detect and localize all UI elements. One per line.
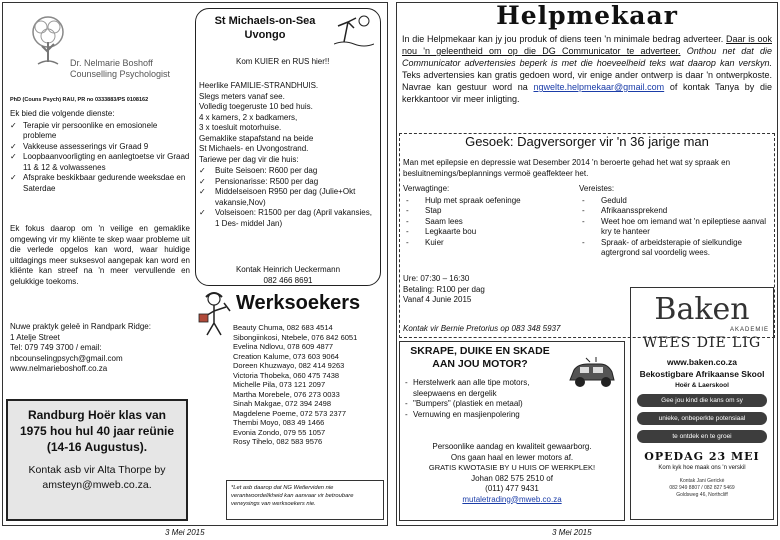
person-row: Thembi Moyo, 083 49 1466 (233, 418, 325, 427)
worker-icon (196, 291, 232, 337)
baken-sub: Kom kyk hoe maak ons 'n verskil (658, 465, 746, 471)
person-row: Sibongiinkosi, Ntebele, 076 842 6051 (233, 332, 358, 342)
werksoekers-list (233, 323, 387, 447)
need-item: - Stap (403, 206, 573, 217)
footer-date-right: 3 Mei 2015 (552, 528, 592, 537)
req-item: - Geduld (579, 196, 769, 207)
baken-contact-name: Kontak Jani Gerickė (679, 478, 725, 484)
uvongo-title-line2: Uvongo (244, 29, 286, 41)
person-row: Sinah Makgae, 072 394 2498 (233, 399, 331, 408)
skrape-line: Persoonlike aandag en kwaliteit gewaarborg. (432, 442, 592, 451)
intro-end: of kontak Tanya by die kerkkantoor vir meer inligting. (402, 82, 772, 104)
req-list (579, 196, 769, 259)
uvongo-title-line1: St Michaels-on-Sea (214, 15, 316, 27)
tariff-item: ✓ Volseisoen: R1500 per dag (April vakansies, 1 Des- middel Jan) (199, 208, 377, 229)
service-item: ✓ Loopbaanvoorligting en aanlegtoetse vir Graad 11 & 12 & volwassenes (10, 152, 190, 173)
tariff-item: ✓ Buite Seisoen: R600 per dag (199, 166, 377, 177)
skrape-item: - "Bumpers" (plastiek en metaal) (402, 399, 564, 410)
uvongo-details (199, 81, 377, 229)
uvongo-line: Heerlike FAMILIE-STRANDHUIS. (199, 81, 319, 90)
uvongo-line: Volledig toegeruste 10 bed huis. (199, 102, 313, 111)
uvongo-contact (196, 265, 380, 286)
boshoff-title: Counselling Psychologist (70, 69, 171, 79)
skrape-line: Ons gaan haal en lewer motors af. (450, 452, 574, 462)
tree-logo-icon (28, 12, 68, 76)
gesoek-requirements (579, 184, 769, 259)
person-row: Martha Morebele, 076 273 0033 (233, 389, 340, 399)
needs-list (403, 196, 573, 249)
intro-italic: Onthou net dat die Communicator advertensies beperk is met die hoeveelheid teks wat daarop kan verskyn. (402, 46, 773, 68)
person-row: Beauty Chuma, 082 683 4514 (233, 323, 333, 332)
baken-openday: OPEDAG 23 MEI (644, 450, 760, 463)
need-item: - Hulp met spraak oefeninge (403, 196, 573, 207)
need-item: - Kuier (403, 238, 573, 249)
baken-contact (631, 478, 773, 499)
service-item: ✓ Afsprake beskikbaar gedurende weeksdae en Saterdae (10, 173, 190, 194)
person-row: Rosy Tihelo, 082 583 9576 (233, 437, 323, 446)
beach-icon (334, 12, 374, 48)
baken-akademie: AKADEMIE (729, 327, 769, 333)
reunion-contact: Kontak asb vir Alta Thorpe by amsteyn@mweb.co.za. (28, 464, 166, 491)
pay: Betaling: R100 per dag (403, 284, 485, 294)
intro-rest: Teks advertensies kan gratis gedoen word, vir enige ander ontwerp is daar 'n ontwerpkoste. Navrae kan gestuur word na (402, 70, 772, 92)
start-date: Vanaf 4 Junie 2015 (403, 295, 472, 304)
needs-heading: Verwagtinge: (403, 184, 450, 193)
req-item: - Weet hoe om iemand wat 'n epileptiese aanval kry te hanteer (579, 217, 769, 238)
uvongo-contact-phone: 082 466 8691 (263, 275, 313, 285)
email: nbcounselingpsych@gmail.com (10, 353, 123, 363)
baken-web: www.baken.co.za (666, 357, 738, 367)
req-item: - Spraak- of arbeidsterapie of sielkundige agtergrond sal voordelig wees. (579, 238, 769, 259)
uvongo-tagline: Kom KUIER en RUS hier!! (236, 57, 330, 66)
boshoff-contact (10, 322, 194, 375)
uvongo-line: Slegs meters vanaf see. (199, 91, 285, 101)
skrape-item: - Vernuwing en masjienpolering (402, 410, 564, 421)
gesoek-needs (403, 184, 573, 248)
baken-pill-2: unieke, onbeperkte potensiaal (637, 412, 767, 425)
boshoff-focus: Ek fokus daarop om 'n veilige en gemaklike omgewing vir my kliënte te skep waar probleme uit die verlede opgelos kan word, waar huidige uitdagings meer suksesvol aangepak kan word en kliënte kan streef na 'n meer vervullende en gelukkige toekoms. (10, 224, 190, 286)
baken-pill-1: Gee jou kind die kans om sy (637, 394, 767, 407)
reunion-text: Randburg Hoër klas van 1975 hou hul 40 jaar reünie (14-16 Augustus). (19, 408, 175, 454)
skrape-email-link[interactable]: mutaletrading@mweb.co.za (462, 494, 562, 504)
reunion-box (6, 399, 188, 521)
uvongo-line: 3 x toesluit motorhuise. (199, 123, 282, 132)
uvongo-line: St Michaels- en Uvongostrand. (199, 144, 309, 153)
practice-line: Nuwe praktyk geleë in Randpark Ridge: (10, 322, 151, 331)
services-heading: Ek bied die volgende dienste: (10, 109, 115, 118)
tel: Tel: 079 749 3700 / email: (10, 343, 102, 352)
uvongo-contact-name: Kontak Heinrich Ueckermann (235, 265, 341, 274)
skrape-line: GRATIS KWOTASIE BY U HUIS OF WERKPLEK! (428, 463, 596, 472)
skrape-title-line2: AAN JOU MOTOR? (432, 358, 528, 370)
gesoek-contact: Kontak vir Bernie Pretorius op 083 348 5937 (403, 324, 561, 333)
uvongo-title (200, 14, 330, 42)
baken-contact-address: Goldsweg 46, Northcliff (676, 492, 728, 498)
baken-pill-3: te ontdek en te groei (637, 430, 767, 443)
baken-motto: WEES DIE LIG (642, 335, 762, 351)
need-item: - Saam lees (403, 217, 573, 228)
skrape-item: - Herstelwerk aan alle tipe motors, sleepwaens en dergelik (402, 378, 564, 399)
werksoekers-title: Werksoekers (236, 292, 361, 314)
service-item: ✓ Terapie vir persoonlike en emosionele probleme (10, 121, 190, 142)
person-row: Michelle Pila, 073 121 2097 (233, 380, 326, 389)
werksoekers-note-box (226, 480, 384, 520)
baken-school-sub: Hoër & Laerskool (675, 382, 729, 389)
boshoff-name: Dr. Nelmarie Boshoff (70, 58, 153, 68)
boshoff-credentials: PhD (Couns Psych) RAU, PR no 0333883/PS 0108162 (10, 97, 149, 103)
req-heading: Vereistes: (579, 184, 615, 193)
service-item: ✓ Vakkeuse assesserings vir Graad 9 (10, 142, 190, 153)
footer-date-left: 3 Mei 2015 (165, 528, 205, 537)
baken-school: Bekostigbare Afrikaanse Skool (639, 369, 765, 379)
uvongo-line: Gemaklike stapafstand na beide (199, 133, 314, 143)
hours: Ure: 07:30 – 16:30 (403, 274, 470, 283)
person-row: Creation Kalume, 073 603 9064 (233, 351, 339, 361)
helpmekaar-email-link[interactable]: ngwelte.helpmekaar@gmail.com (533, 82, 665, 92)
tariff-item: ✓ Pensionarisse: R500 per dag (199, 177, 377, 188)
helpmekaar-intro (402, 33, 772, 105)
skrape-phone: Johan 082 575 2510 of (471, 473, 553, 483)
need-item: - Legkaarte bou (403, 227, 573, 238)
skrape-phone-alt: (011) 477 9431 (485, 484, 539, 493)
person-row: Magdelene Poeme, 072 573 2377 (233, 408, 347, 418)
gesoek-terms (403, 274, 603, 306)
skrape-list (402, 378, 564, 420)
address: 1 Atelje Street (10, 332, 60, 342)
baken-logo: Baken (654, 292, 750, 327)
req-item: - Afrikaanssprekend (579, 206, 769, 217)
intro-communicator: Daar is ook nou 'n geleentheid om op die DG Communicator te adverteer. (402, 34, 772, 56)
website: www.nelmarieboshoff.co.za (10, 364, 108, 373)
werksoekers-note: *Let asb daarop dat NG Wetlerviden nie verantwoordelikheid kan aanvaar vir betroubare verwysings van werksoekers nie. (231, 485, 354, 507)
intro-start: In die Helpmekaar kan jy jou produk of diens teen 'n minimale bedrag adverteer. (402, 34, 727, 44)
baken-contact-phone: 082 949 8807 / 082 827 5469 (669, 485, 735, 491)
uvongo-tariffs (199, 166, 377, 229)
person-row: Victoria Thobeka, 060 475 7438 (233, 370, 340, 380)
boshoff-services (10, 109, 190, 194)
car-icon (566, 356, 618, 390)
person-row: Doreen Khuzwayo, 082 414 9263 (233, 361, 345, 370)
baken-ad (630, 287, 774, 520)
skrape-details (401, 442, 623, 505)
skrape-title (400, 345, 560, 371)
skrape-title-line1: SKRAPE, DUIKE EN SKADE (410, 345, 550, 357)
person-row: Evonia Zondo, 079 55 1057 (233, 427, 326, 437)
gesoek-title: Gesoek: Dagversorger vir 'n 36 jarige man (465, 134, 709, 149)
helpmekaar-title: Helpmekaar (496, 1, 678, 30)
gesoek-intro: Man met epilepsie en depressie wat Desember 2014 'n beroerte gehad het wat sy spraak en besluitnemings/beplannings vermoë geaffekteer het. (403, 158, 731, 178)
services-list (10, 121, 190, 195)
uvongo-line: 4 x kamers, 2 x badkamers, (199, 112, 298, 122)
person-row: Evelina Ndlovu, 078 609 4877 (233, 342, 334, 351)
tariff-item: ✓ Middelseisoen R950 per dag (Julie+Okt vakansie,Nov) (199, 187, 377, 208)
uvongo-line: Tariewe per dag vir die huis: (199, 154, 299, 164)
